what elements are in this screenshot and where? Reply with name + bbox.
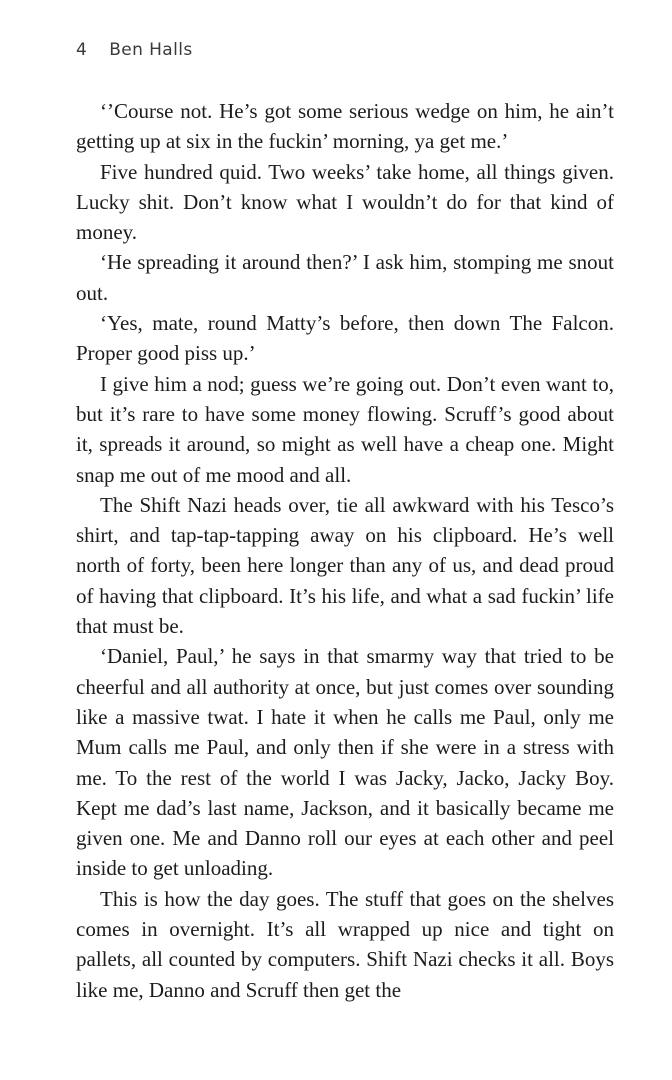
paragraph: Five hundred quid. Two weeks’ take home, all things given. Lucky shit. Don’t know what I wouldn’t do for that kind of money. — [76, 159, 614, 245]
paragraph: ‘He spreading it around then?’ I ask him, stomping me snout out. — [76, 250, 614, 305]
paragraph: This is how the day goes. The stuff that goes on the shelves comes in overnight. It’s all wrapped up nice and tight on pallets, all counted by computers. Shift Nazi checks it all. Boys like me, Danno and Scruff then get the — [76, 886, 614, 1002]
body-text — [76, 96, 614, 1005]
running-title: Ben Halls — [109, 40, 193, 60]
page-number: 4 — [76, 40, 88, 60]
paragraph: The Shift Nazi heads over, tie all awkward with his Tesco’s shirt, and tap-tap-tapping away on his clipboard. He’s well north of forty, been here longer than any of us, and dead proud of having that clipboard. It’s his life, and what a sad fuckin’ life that must be. — [76, 492, 614, 639]
paragraph: ‘Daniel, Paul,’ he says in that smarmy way that tried to be cheerful and all authority at once, but just comes over sounding like a massive twat. I hate it when he calls me Paul, only me Mum calls me Paul, and only then if she were in a stress with me. To the rest of the world I was Jacky, Jacko, Jacky Boy. Kept me dad’s last name, Jackson, and it basically became me given one. Me and Danno roll our eyes at each other and peel inside to get unloading. — [76, 644, 614, 881]
paragraph: I give him a nod; guess we’re going out. Don’t even want to, but it’s rare to have some money flowing. Scruff’s good about it, spreads it around, so might as well have a cheap one. Might snap me out of me mood and all. — [76, 371, 614, 487]
running-head — [76, 40, 193, 60]
paragraph: ‘’Course not. He’s got some serious wedge on him, he ain’t getting up at six in the fuckin’ morning, ya get me.’ — [76, 99, 614, 154]
paragraph: ‘Yes, mate, round Matty’s before, then down The Falcon. Proper good piss up.’ — [76, 311, 614, 366]
